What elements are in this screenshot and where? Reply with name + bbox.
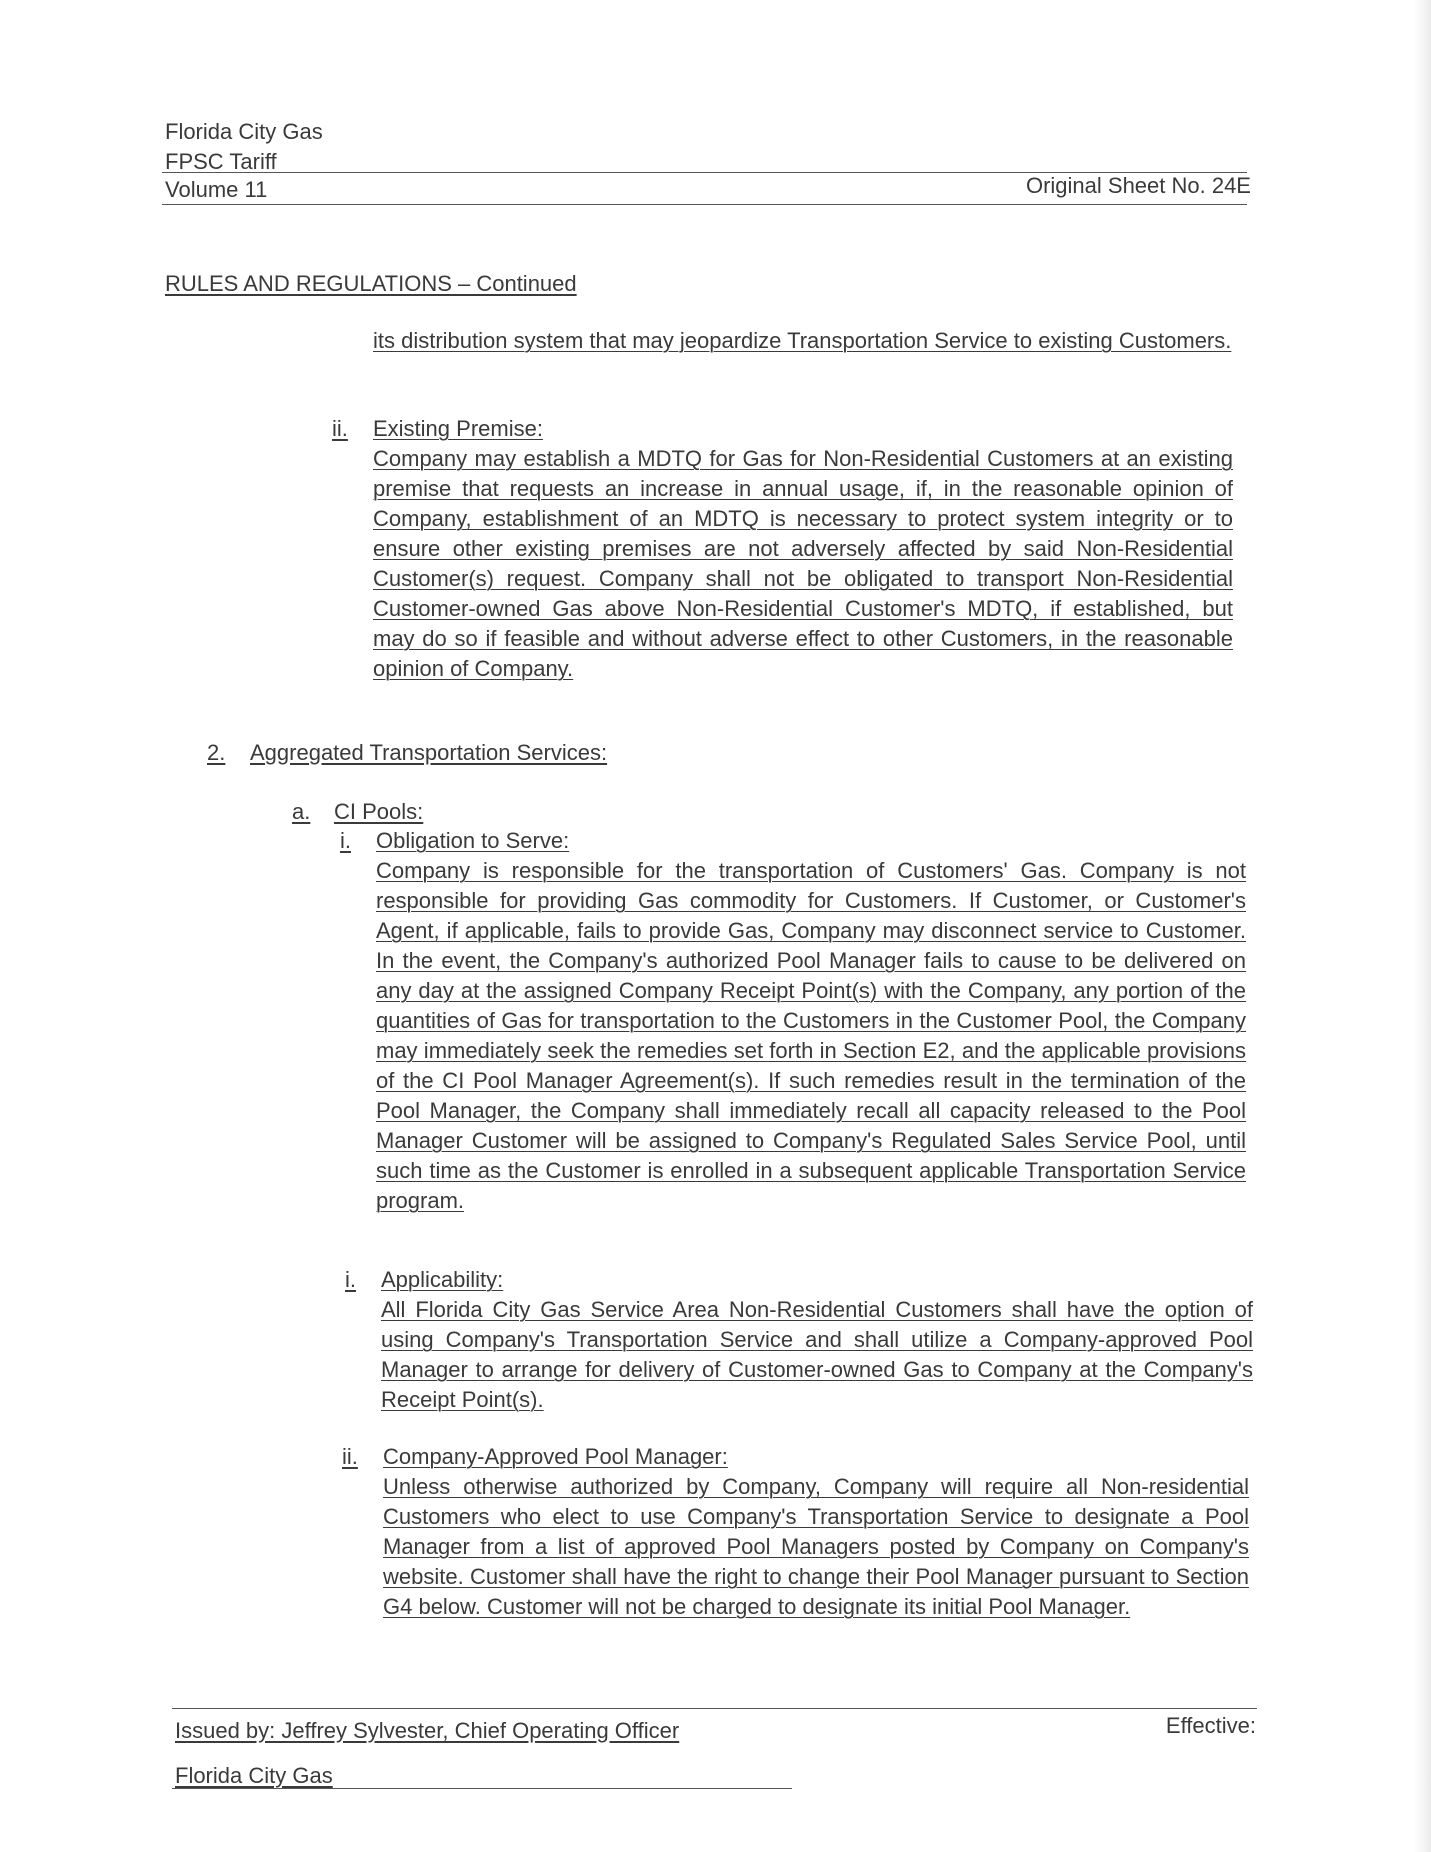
applicability-section (381, 1265, 1253, 1415)
footer-effective: Effective: (1165, 1713, 1256, 1738)
existing-premise-text: Company may establish a MDTQ for Gas for Non-Residential Customers at an existing premise that requests an increase in annual usage, if, in the reasonable opinion of Company, establishment of an MDTQ is necessary to protect system integrity or to ensure other existing premises are not adversely affected by said Non-Residential Customer(s) request. Company shall not be obligated to transport Non-Residential Customer-owned Gas above Non-Residential Customer's MDTQ, if established, but may do so if feasible and without adverse effect to other Customers, in the reasonable opinion of Company. (373, 446, 1233, 681)
applicability-marker: i. (345, 1267, 356, 1292)
applicability-text: All Florida City Gas Service Area Non-Residential Customers shall have the option of using Company's Transportation Service and shall utilize a Company-approved Pool Manager to arrange for delivery of Customer-owned Gas to Company at the Company's Receipt Point(s). (381, 1297, 1253, 1412)
footer-rule-top (172, 1708, 1257, 1709)
continuation-paragraph (373, 326, 1233, 356)
obligation-marker: i. (340, 828, 351, 853)
existing-premise-marker: ii. (332, 416, 348, 441)
ci-pools-marker: a. (292, 799, 311, 824)
aggregated-heading: Aggregated Transportation Services: (250, 740, 608, 765)
section-title: RULES AND REGULATIONS – Continued (165, 271, 577, 296)
footer-rule-bottom (172, 1788, 792, 1789)
approved-manager-text: Unless otherwise authorized by Company, Company will require all Non-residential Customers who elect to use Company's Transportation Service to designate a Pool Manager from a list of approved Pool Managers posted by Company on Company's website. Customer shall have the right to change their Pool Manager pursuant to Section G4 below. Customer will not be charged to designate its initial Pool Manager. (383, 1474, 1249, 1619)
existing-premise-section (373, 414, 1233, 684)
header-volume: Volume 11 (165, 177, 268, 202)
footer-issued-by: Issued by: Jeffrey Sylvester, Chief Operating Officer (175, 1718, 680, 1743)
header-rule-bottom (162, 204, 1247, 205)
ci-pools-heading: CI Pools: (334, 799, 424, 824)
header-company: Florida City Gas (165, 119, 323, 144)
existing-premise-heading: Existing Premise: (373, 416, 543, 441)
continuation-text: its distribution system that may jeopardize Transportation Service to existing Customers. (373, 328, 1232, 353)
header-sheet-number: Original Sheet No. 24E (1025, 173, 1251, 198)
applicability-heading: Applicability: (381, 1267, 504, 1292)
scan-edge-shadow (1413, 0, 1431, 1852)
approved-manager-section (383, 1442, 1249, 1622)
aggregated-marker: 2. (207, 740, 226, 765)
footer-company: Florida City Gas (175, 1763, 333, 1788)
approved-manager-heading: Company-Approved Pool Manager: (383, 1444, 728, 1469)
obligation-heading: Obligation to Serve: (376, 828, 570, 853)
obligation-section (376, 826, 1246, 1216)
approved-manager-marker: ii. (342, 1444, 358, 1469)
obligation-text: Company is responsible for the transportation of Customers' Gas. Company is not responsible for providing Gas commodity for Customers. If Customer, or Customer's Agent, if applicable, fails to provide Gas, Company may disconnect service to Customer. In the event, the Company's authorized Pool Manager fails to cause to be delivered on any day at the assigned Company Receipt Point(s) with the Company, any portion of the quantities of Gas for transportation to the Customers in the Customer Pool, the Company may immediately seek the remedies set forth in Section E2, and the applicable provisions of the CI Pool Manager Agreement(s). If such remedies result in the termination of the Pool Manager, the Company shall immediately recall all capacity released to the Pool Manager Customer will be assigned to Company's Regulated Sales Service Pool, until such time as the Customer is enrolled in a subsequent applicable Transportation Service program. (376, 858, 1246, 1213)
header-tariff: FPSC Tariff (165, 149, 277, 174)
